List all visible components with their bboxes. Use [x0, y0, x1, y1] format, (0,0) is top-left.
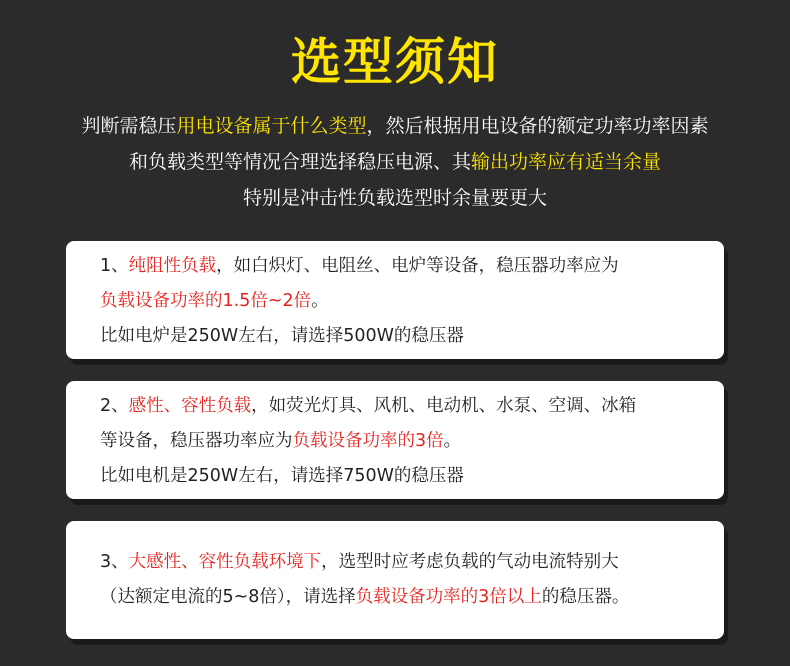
card-highlight: 负载设备功率的3倍 — [292, 431, 444, 451]
card-number: 2、 — [100, 396, 129, 416]
info-card-large-inductive — [66, 521, 724, 639]
intro-text-segment: 和负载类型等情况合理选择稳压电源、其 — [128, 151, 471, 173]
info-card-inductive — [66, 381, 724, 499]
card-text: 的稳压器。 — [541, 587, 630, 607]
intro-line-2 — [0, 144, 790, 180]
card-number: 1、 — [100, 256, 129, 276]
info-card-resistive — [66, 241, 724, 359]
card-line — [100, 389, 710, 424]
card-highlight: 大感性、容性负载环境下 — [128, 552, 322, 572]
card-text: ，如荧光灯具、风机、电动机、水泵、空调、冰箱 — [251, 396, 637, 416]
intro-line-3: 特别是冲击性负载选型时余量要更大 — [242, 187, 547, 209]
card-highlight: 负载设备功率的3倍以上 — [355, 587, 542, 607]
card-example: 比如电机是250W左右，请选择750W的稳压器 — [100, 466, 464, 486]
intro-highlight: 用电设备属于什么类型 — [176, 115, 367, 137]
card-text: 。 — [443, 431, 462, 451]
card-text: ，选型时应考虑负载的气动电流特别大 — [321, 552, 619, 572]
card-highlight: 纯阻性负载 — [128, 256, 217, 276]
card-number: 3、 — [100, 552, 129, 572]
intro-text-segment: ，然后根据用电设备的额定功率功率因素 — [366, 115, 709, 137]
card-example: 比如电炉是250W左右，请选择500W的稳压器 — [100, 326, 464, 346]
page-title: 选型须知 — [291, 33, 499, 91]
card-text: 等设备，稳压器功率应为 — [100, 431, 293, 451]
intro-line-1 — [0, 108, 790, 144]
card-highlight: 感性、容性负载 — [128, 396, 252, 416]
intro-text — [0, 108, 790, 216]
card-line — [100, 424, 710, 459]
card-text: 。 — [311, 291, 329, 311]
card-line — [100, 249, 710, 284]
card-line — [100, 545, 710, 580]
card-text: （达额定电流的5~8倍），请选择 — [100, 587, 356, 607]
card-line — [100, 580, 710, 615]
card-highlight: 负载设备功率的1.5倍~2倍 — [100, 291, 312, 311]
intro-text-segment: 判断需稳压 — [81, 115, 177, 137]
card-text: ，如白炽灯、电阻丝、电炉等设备，稳压器功率应为 — [216, 256, 619, 276]
intro-highlight: 输出功率应有适当余量 — [471, 151, 662, 173]
card-line — [100, 284, 710, 319]
